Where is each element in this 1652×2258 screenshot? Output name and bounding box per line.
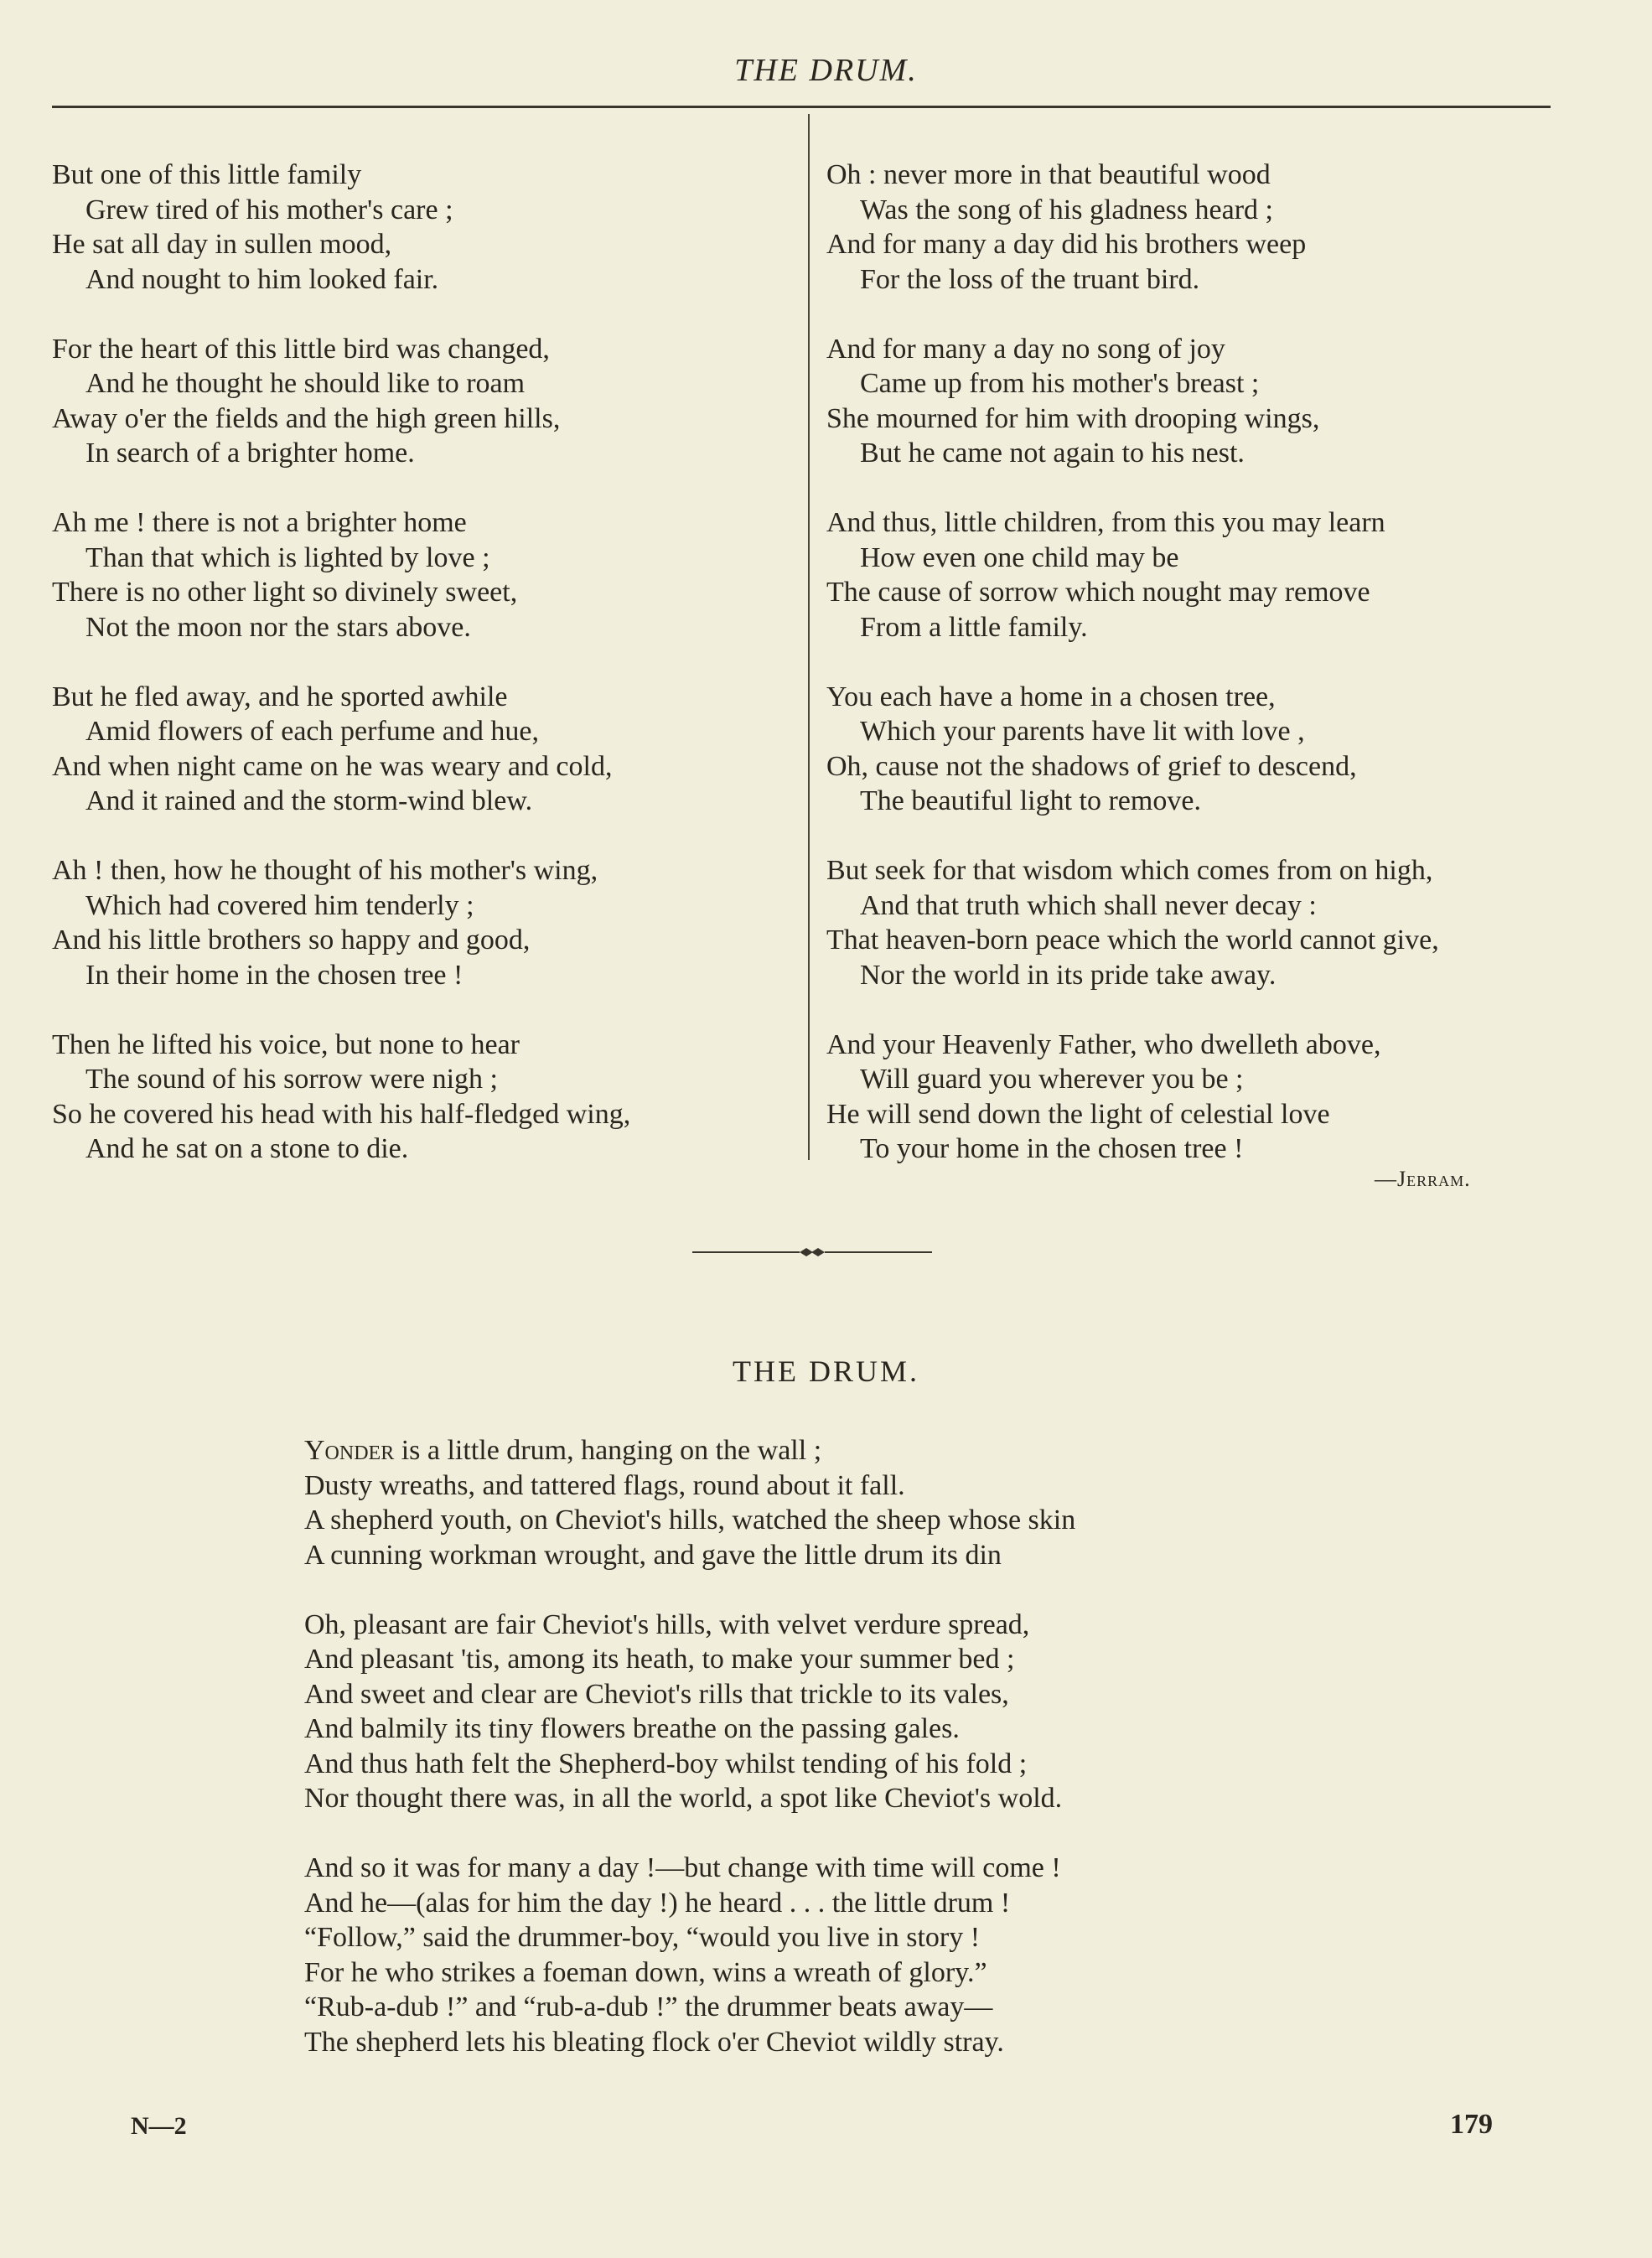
right-poem-column: [826, 158, 1581, 1201]
verse-line: Dusty wreaths, and tattered flags, round about it fall.: [304, 1469, 905, 1501]
stanza: [304, 1468, 1394, 1573]
verse-line: He sat all day in sullen mood,: [52, 229, 392, 260]
left-poem-column: [52, 158, 806, 1201]
printer-signature: N—2: [131, 2112, 187, 2140]
verse-line: The beautiful light to remove.: [860, 785, 1201, 816]
verse-line: For he who strikes a foeman down, wins a wreath of glory.”: [304, 1956, 987, 1988]
stanza: [52, 332, 806, 471]
verse-line: For the heart of this little bird was changed,: [52, 333, 550, 365]
verse-line: Was the song of his gladness heard ;: [860, 194, 1273, 225]
running-head: THE DRUM.: [734, 53, 918, 88]
verse-line: The sound of his sorrow were nigh ;: [85, 1064, 498, 1095]
drum-poem-first-line-rest: is a little drum, hanging on the wall ;: [394, 1435, 822, 1466]
verse-line: Ah ! then, how he thought of his mother's wing,: [52, 855, 598, 886]
section-ornament: [692, 1244, 932, 1261]
verse-line: And your Heavenly Father, who dwelleth above,: [826, 1028, 1381, 1060]
verse-line: And when night came on he was weary and cold,: [52, 750, 613, 782]
verse-line: Grew tired of his mother's care ;: [85, 194, 453, 225]
verse-line: And so it was for many a day !—but change with time will come !: [304, 1852, 1061, 1883]
verse-line: To your home in the chosen tree !: [860, 1133, 1244, 1164]
header-rule: [52, 106, 1551, 108]
verse-line: But seek for that wisdom which comes from on high,: [826, 855, 1433, 886]
verse-line: From a little family.: [860, 611, 1088, 643]
verse-line: The cause of sorrow which nought may remove: [826, 577, 1370, 608]
verse-line: Away o'er the fields and the high green hills,: [52, 402, 561, 434]
verse-line: How even one child may be: [860, 541, 1179, 573]
verse-line: In search of a brighter home.: [85, 438, 415, 469]
section-title: THE DRUM.: [733, 1354, 919, 1388]
verse-line: And for many a day did his brothers weep: [826, 229, 1307, 260]
drum-poem-first-word: Yonder: [304, 1435, 395, 1466]
verse-line: He will send down the light of celestial love: [826, 1098, 1330, 1130]
verse-line: In their home in the chosen tree !: [85, 959, 463, 991]
stanza: [826, 332, 1581, 471]
verse-line: And thus, little children, from this you may learn: [826, 507, 1385, 538]
verse-line: Came up from his mother's breast ;: [860, 368, 1260, 399]
verse-line: Which your parents have lit with love ,: [860, 716, 1305, 747]
verse-line: That heaven-born peace which the world cannot give,: [826, 924, 1439, 956]
verse-line: And his little brothers so happy and good,: [52, 924, 531, 956]
stanza: [826, 158, 1581, 297]
poem-attribution: —Jerram.: [1375, 1167, 1471, 1191]
verse-line: And nought to him looked fair.: [85, 263, 439, 295]
verse-line: There is no other light so divinely sweet,: [52, 577, 518, 608]
verse-line: But one of this little family: [52, 159, 362, 190]
verse-line: Amid flowers of each perfume and hue,: [85, 716, 539, 747]
verse-line: A cunning workman wrought, and gave the little drum its din: [304, 1539, 1002, 1571]
stanza: [52, 680, 806, 819]
drum-poem-stanzas: [304, 1468, 1394, 2060]
verse-line: The shepherd lets his bleating flock o'er Cheviot wildly stray.: [304, 2026, 1004, 2058]
verse-line: And for many a day no song of joy: [826, 333, 1225, 365]
verse-line: And pleasant 'tis, among its heath, to make your summer bed ;: [304, 1644, 1015, 1675]
verse-line: Not the moon nor the stars above.: [85, 611, 471, 643]
verse-line: For the loss of the truant bird.: [860, 263, 1200, 295]
verse-line: And thus hath felt the Shepherd-boy whilst tending of his fold ;: [304, 1748, 1028, 1779]
verse-line: Oh, pleasant are fair Cheviot's hills, with velvet verdure spread,: [304, 1608, 1030, 1640]
verse-line: Then he lifted his voice, but none to hear: [52, 1028, 520, 1060]
stanza: [304, 1851, 1394, 2059]
stanza: [52, 505, 806, 645]
verse-line: “Rub-a-dub !” and “rub-a-dub !” the drummer beats away—: [304, 1991, 993, 2022]
verse-line: Which had covered him tenderly ;: [85, 889, 474, 921]
verse-line: Ah me ! there is not a brighter home: [52, 507, 467, 538]
verse-line: And balmily its tiny flowers breathe on the passing gales.: [304, 1713, 960, 1744]
verse-line: You each have a home in a chosen tree,: [826, 681, 1276, 712]
drum-poem: [304, 1433, 1394, 2059]
verse-line: And he thought he should like to roam: [85, 368, 526, 399]
verse-line: And he sat on a stone to die.: [85, 1133, 409, 1164]
verse-line: So he covered his head with his half-fledged wing,: [52, 1098, 631, 1130]
verse-line: And he—(alas for him the day !) he heard . . . the little drum !: [304, 1887, 1011, 1919]
stanza: [826, 853, 1581, 992]
column-divider: [808, 114, 810, 1160]
verse-line: “Follow,” said the drummer-boy, “would you live in story !: [304, 1922, 981, 1953]
verse-line: Nor the world in its pride take away.: [860, 959, 1277, 991]
verse-line: Oh, cause not the shadows of grief to descend,: [826, 750, 1357, 782]
verse-line: Than that which is lighted by love ;: [85, 541, 490, 573]
page-number: 179: [1450, 2109, 1493, 2140]
stanza: [52, 158, 806, 297]
verse-line: Nor thought there was, in all the world, a spot like Cheviot's wold.: [304, 1783, 1063, 1814]
verse-line: A shepherd youth, on Cheviot's hills, watched the sheep whose skin: [304, 1504, 1076, 1536]
verse-line: But he came not again to his nest.: [860, 438, 1245, 469]
verse-line: And that truth which shall never decay :: [860, 889, 1317, 921]
stanza: [52, 1028, 806, 1167]
verse-line: Will guard you wherever you be ;: [860, 1064, 1244, 1095]
verse-line: And sweet and clear are Cheviot's rills that trickle to its vales,: [304, 1678, 1009, 1710]
verse-line: Oh : never more in that beautiful wood: [826, 159, 1271, 190]
stanza: [826, 680, 1581, 819]
verse-line: She mourned for him with drooping wings,: [826, 402, 1320, 434]
stanza: [304, 1608, 1394, 1816]
drum-poem-first-line: [304, 1433, 1394, 1468]
stanza: [826, 1028, 1581, 1167]
stanza: [826, 505, 1581, 645]
verse-line: But he fled away, and he sported awhile: [52, 681, 508, 712]
verse-line: And it rained and the storm-wind blew.: [85, 785, 533, 816]
stanza: [52, 853, 806, 992]
